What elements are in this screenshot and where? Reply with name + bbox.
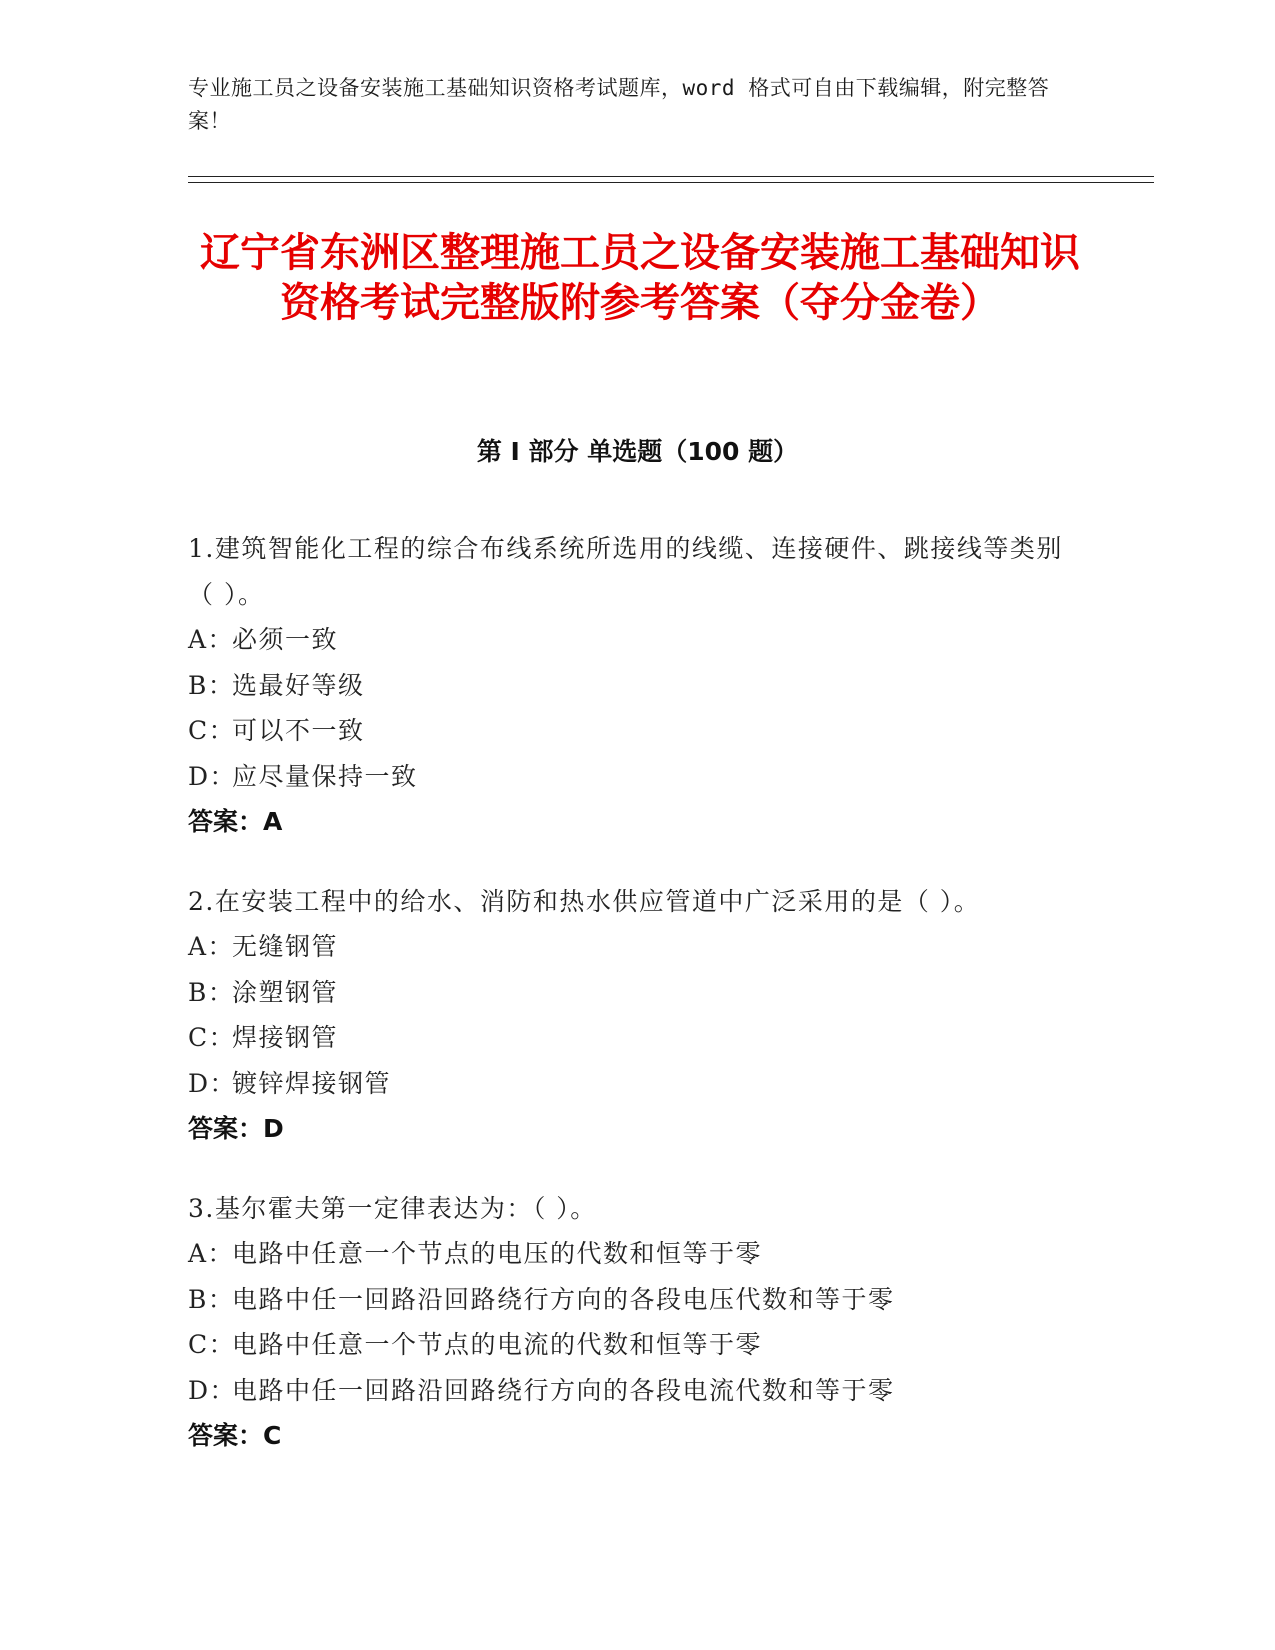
answer-label: 答案： bbox=[188, 807, 264, 836]
option-c bbox=[188, 708, 1068, 754]
option-key: D： bbox=[188, 761, 237, 791]
option-text: 应尽量保持一致 bbox=[232, 761, 418, 791]
answer-line bbox=[188, 799, 1068, 845]
option-key: C： bbox=[188, 1023, 236, 1052]
option-d bbox=[188, 1368, 1068, 1414]
question-2 bbox=[188, 879, 1068, 1152]
answer-value: D bbox=[263, 1114, 284, 1143]
option-key: A： bbox=[188, 932, 235, 961]
header-note: 专业施工员之设备安装施工基础知识资格考试题库，word 格式可自由下载编辑，附完整答案！ bbox=[188, 76, 1050, 133]
answer-label: 答案： bbox=[188, 1421, 264, 1450]
header-divider-bottom bbox=[188, 182, 1154, 183]
option-text: 涂塑钢管 bbox=[232, 977, 339, 1007]
option-a bbox=[188, 924, 1068, 970]
option-key: C： bbox=[188, 1330, 236, 1359]
option-b bbox=[188, 663, 1068, 709]
header-divider-top bbox=[188, 176, 1154, 177]
option-d bbox=[188, 754, 1068, 800]
section-title: 第 I 部分 单选题（100 题） bbox=[476, 437, 799, 466]
question-text: 3.基尔霍夫第一定律表达为：（ ）。 bbox=[188, 1193, 597, 1223]
option-text: 电路中任一回路沿回路绕行方向的各段电流代数和等于零 bbox=[232, 1375, 895, 1405]
option-key: B： bbox=[188, 1284, 235, 1314]
option-key: C： bbox=[188, 716, 236, 745]
answer-line bbox=[188, 1413, 1068, 1459]
document-title: 辽宁省东洲区整理施工员之设备安装施工基础知识资格考试完整版附参考答案（夺分金卷） bbox=[200, 230, 1080, 326]
option-c bbox=[188, 1015, 1068, 1061]
option-text: 选最好等级 bbox=[232, 670, 365, 700]
answer-value: C bbox=[263, 1421, 282, 1450]
option-text: 可以不一致 bbox=[232, 716, 365, 745]
option-text: 电路中任一回路沿回路绕行方向的各段电压代数和等于零 bbox=[232, 1284, 895, 1314]
question-3 bbox=[188, 1186, 1068, 1459]
option-a bbox=[188, 1231, 1068, 1277]
option-key: D： bbox=[188, 1375, 237, 1405]
option-text: 必须一致 bbox=[232, 625, 339, 654]
option-text: 电路中任意一个节点的电流的代数和恒等于零 bbox=[232, 1330, 763, 1359]
option-key: A： bbox=[188, 625, 235, 654]
answer-value: A bbox=[263, 807, 283, 836]
option-text: 电路中任意一个节点的电压的代数和恒等于零 bbox=[232, 1239, 763, 1268]
option-c bbox=[188, 1322, 1068, 1368]
option-text: 无缝钢管 bbox=[232, 932, 339, 961]
option-text: 焊接钢管 bbox=[232, 1023, 339, 1052]
option-b bbox=[188, 970, 1068, 1016]
option-b bbox=[188, 1277, 1068, 1323]
question-list bbox=[188, 526, 1068, 1493]
answer-line bbox=[188, 1106, 1068, 1152]
option-key: B： bbox=[188, 977, 235, 1007]
option-key: D： bbox=[188, 1068, 237, 1098]
option-text: 镀锌焊接钢管 bbox=[232, 1068, 392, 1098]
question-text: 2.在安装工程中的给水、消防和热水供应管道中广泛采用的是（ ）。 bbox=[188, 886, 981, 916]
option-key: B： bbox=[188, 670, 235, 700]
option-d bbox=[188, 1061, 1068, 1107]
option-a bbox=[188, 617, 1068, 663]
question-text: 1.建筑智能化工程的综合布线系统所选用的线缆、连接硬件、跳接线等类别（ ）。 bbox=[188, 534, 1063, 609]
answer-label: 答案： bbox=[188, 1114, 264, 1143]
question-1 bbox=[188, 526, 1068, 845]
option-key: A： bbox=[188, 1239, 235, 1268]
